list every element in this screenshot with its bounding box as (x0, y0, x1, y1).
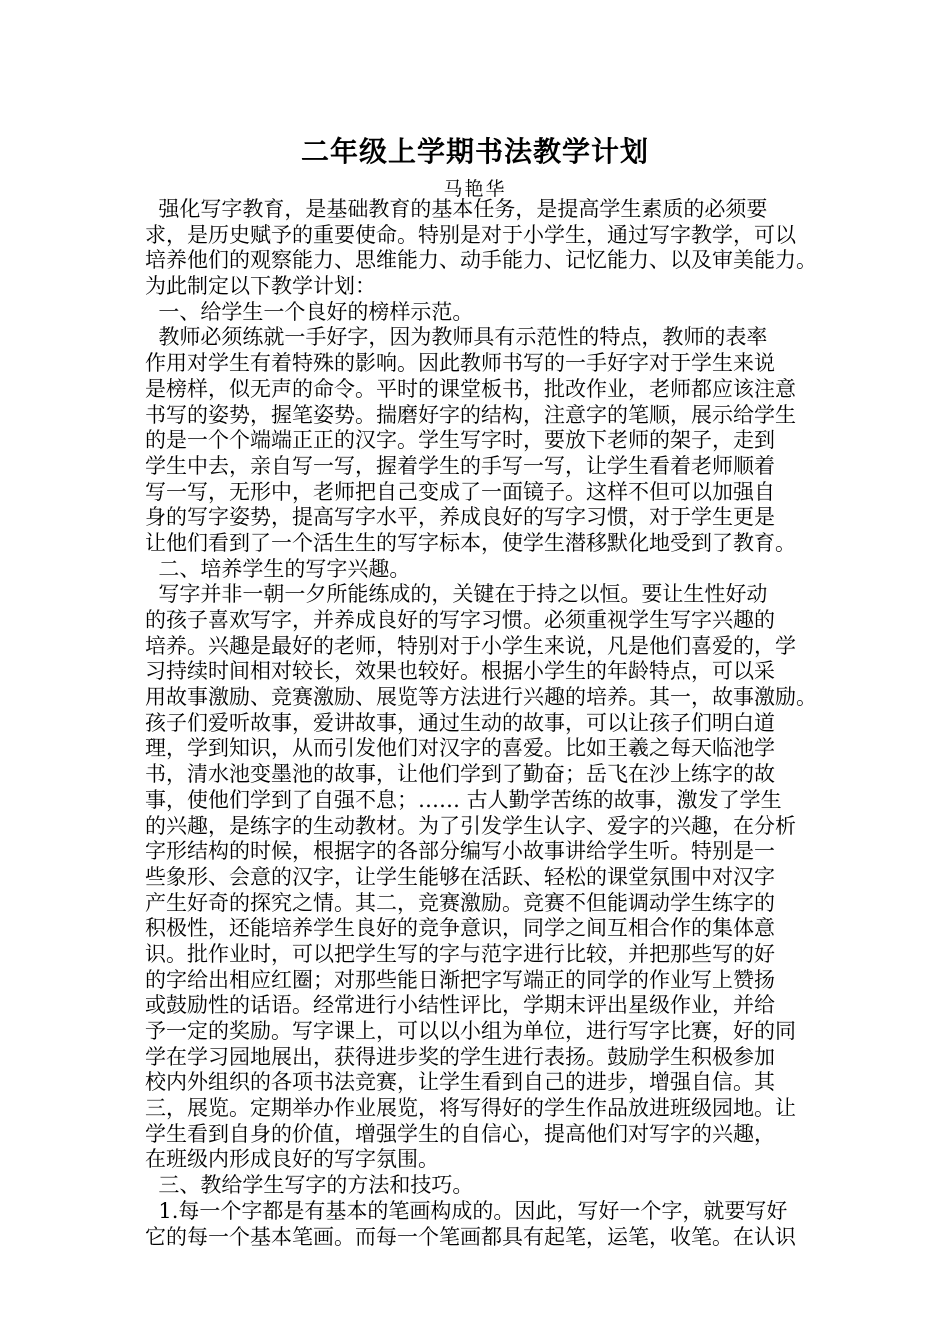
body-line: 二、培养学生的写字兴趣。 (145, 556, 411, 581)
body-line: 它的每一个基本笔画。而每一个笔画都具有起笔，运笔，收笔。在认识 (145, 1224, 796, 1249)
body-line: 识。批作业时，可以把学生写的字与范字进行比较，并把那些写的好 (145, 941, 775, 966)
body-line: 习持续时间相对较长，效果也较好。根据小学生的年龄特点，可以采 (145, 659, 775, 684)
body-line: 强化写字教育，是基础教育的基本任务，是提高学生素质的必须要 (145, 197, 768, 221)
body-line: 学在学习园地展出，获得进步奖的学生进行表扬。鼓励学生积极参加 (145, 1044, 775, 1069)
body-line: 书，清水池变墨池的故事，让他们学到了勤奋；岳飞在沙上练字的故 (145, 762, 775, 787)
body-line: 在班级内形成良好的写字氛围。 (145, 1147, 439, 1172)
body-line: 校内外组织的各项书法竞赛，让学生看到自己的进步，增强自信。其 (145, 1070, 775, 1095)
body-line: 求，是历史赋予的重要使命。特别是对于小学生，通过写字教学，可以 (145, 222, 796, 247)
body-line: 教师必须练就一手好字，因为教师具有示范性的特点，教师的表率 (145, 325, 768, 350)
body-line: 字形结构的时候，根据字的各部分编写小故事讲给学生听。特别是一 (145, 839, 775, 864)
body-line: 书写的姿势，握笔姿势。揣磨好字的结构，注意字的笔顺，展示给学生 (145, 402, 796, 427)
body-line: 1.每一个字都是有基本的笔画构成的。因此，写好一个字，就要写好 (145, 1198, 788, 1223)
body-line: 的孩子喜欢写字，并养成良好的写字习惯。必须重视学生写字兴趣的 (145, 608, 775, 632)
body-line: 培养他们的观察能力、思维能力、动手能力、记忆能力、以及审美能力。 (145, 248, 817, 273)
body-line: 写一写，无形中，老师把自己变成了一面镜子。这样不但可以加强自 (145, 479, 775, 504)
body-line: 让他们看到了一个活生生的写字标本，使学生潜移默化地受到了教育。 (145, 530, 796, 555)
body-line: 的兴趣，是练字的生动教材。为了引发学生认字、爱字的兴趣，在分析 (145, 813, 796, 838)
body-line: 积极性，还能培养学生良好的竞争意识，同学之间互相合作的集体意 (145, 916, 775, 941)
body-line: 产生好奇的探究之情。其二，竞赛激励。竞赛不但能调动学生练字的 (145, 890, 775, 915)
body-line: 是榜样，似无声的命令。平时的课堂板书，批改作业，老师都应该注意 (145, 376, 796, 401)
body-line: 理，学到知识，从而引发他们对汉字的喜爱。比如王羲之每天临池学 (145, 736, 775, 761)
body-line: 用故事激励、竞赛激励、展览等方法进行兴趣的培养。其一，故事激励。 (145, 685, 817, 710)
body-line: 或鼓励性的话语。经常进行小结性评比，学期末评出星级作业，并给 (145, 993, 775, 1018)
body-line: 些象形、会意的汉字，让学生能够在活跃、轻松的课堂氛围中对汉字 (145, 864, 775, 889)
body-line: 一、给学生一个良好的榜样示范。 (145, 299, 474, 324)
body-line: 作用对学生有着特殊的影响。因此教师书写的一手好字对于学生来说 (145, 351, 775, 376)
body-line: 孩子们爱听故事，爱讲故事，通过生动的故事，可以让孩子们明白道 (145, 710, 775, 735)
body-line: 予一定的奖励。写字课上，可以以小组为单位，进行写字比赛，好的同 (145, 1019, 796, 1043)
document-title: 二年级上学期书法教学计划 (300, 135, 649, 168)
body-line: 学生中去，亲自写一写，握着学生的手写一写，让学生看着老师顺着 (145, 453, 775, 478)
document-author: 马艳华 (443, 178, 507, 200)
body-line: 事，使他们学到了自强不息；…… 古人勤学苦练的故事，激发了学生 (145, 787, 782, 812)
body-line: 为此制定以下教学计划： (145, 274, 376, 299)
body-line: 培养。兴趣是最好的老师，特别对于小学生来说，凡是他们喜爱的，学 (145, 633, 796, 658)
body-line: 的字给出相应红圈；对那些能日渐把字写端正的同学的作业写上赞扬 (145, 967, 775, 992)
body-line: 三，展览。定期举办作业展览，将写得好的学生作品放进班级园地。让 (145, 1096, 796, 1121)
body-line: 学生看到自身的价值，增强学生的自信心，提高他们对写字的兴趣， (145, 1121, 775, 1146)
document-body (145, 197, 825, 1250)
body-line: 三、教给学生写字的方法和技巧。 (145, 1173, 474, 1198)
body-line: 写字并非一朝一夕所能练成的，关键在于持之以恒。要让生性好动 (145, 582, 768, 607)
body-line: 身的写字姿势，提高写字水平，养成良好的写字习惯，对于学生更是 (145, 505, 775, 530)
body-line: 的是一个个端端正正的汉字。学生写字时，要放下老师的架子，走到 (145, 428, 775, 453)
